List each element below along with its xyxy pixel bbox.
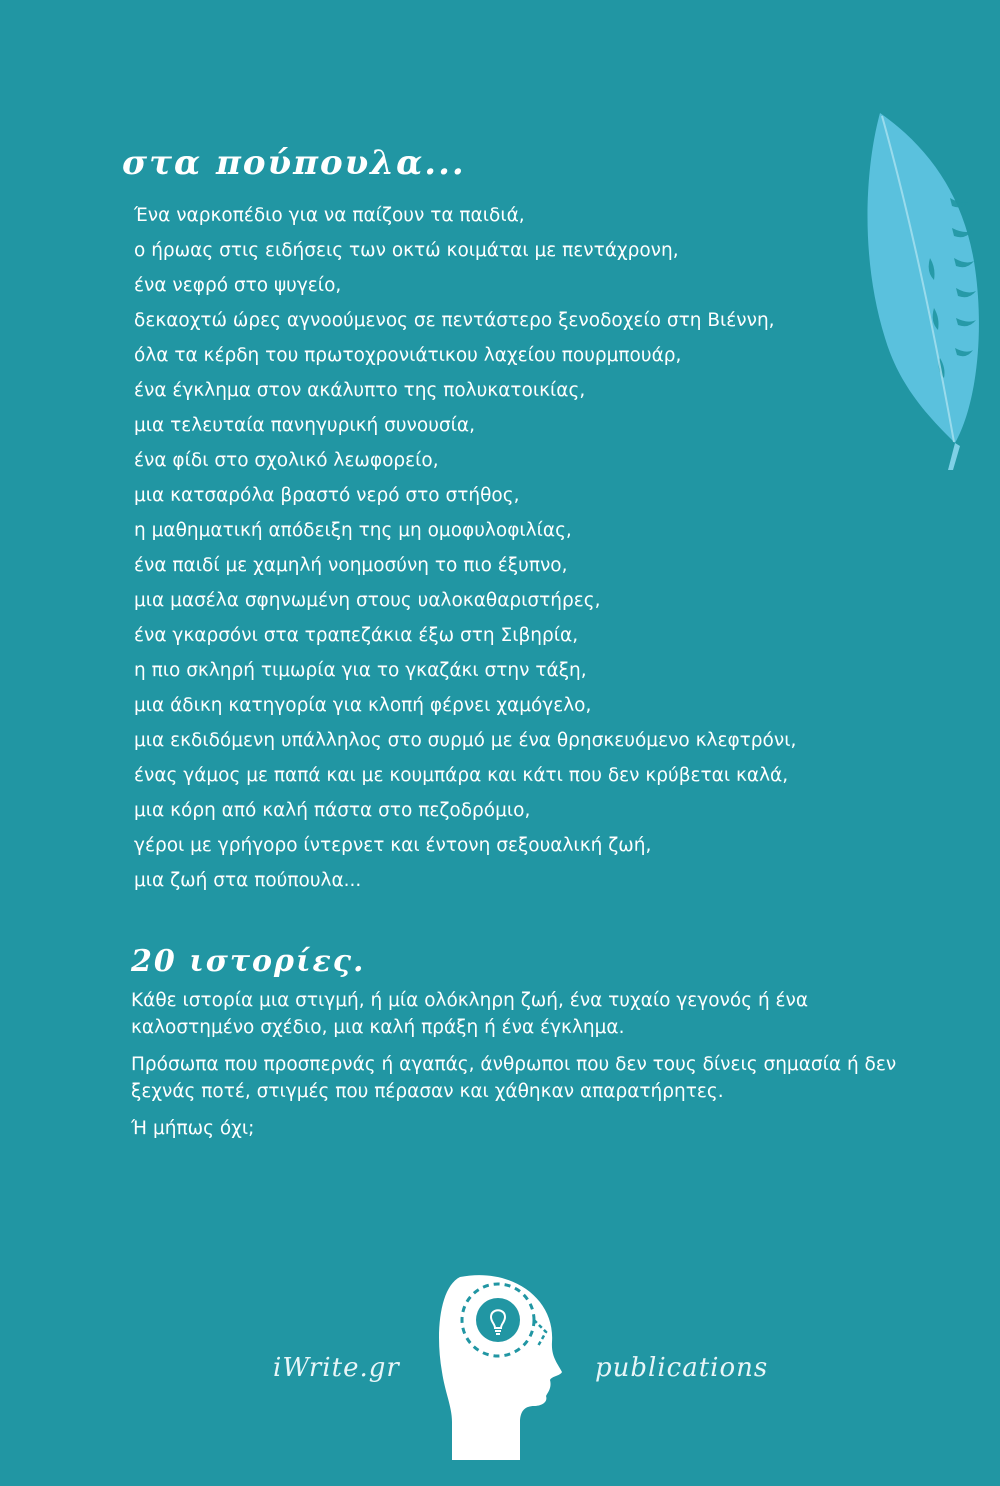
stories-heading: 20 ιστορίες. bbox=[131, 944, 366, 979]
poem-line: μια μασέλα σφηνωμένη στους υαλοκαθαριστήρες, bbox=[134, 590, 601, 611]
poem-line: ένα φίδι στο σχολικό λεωφορείο, bbox=[134, 450, 439, 471]
poem-line: ένας γάμος με παπά και με κουμπάρα και κάτι που δεν κρύβεται καλά, bbox=[134, 765, 789, 786]
head-lightbulb-logo bbox=[430, 1272, 570, 1462]
description-block bbox=[131, 987, 931, 1152]
poem-list bbox=[134, 198, 954, 898]
poem-line: μια εκδιδόμενη υπάλληλος στο συρμό με ένα θρησκευόμενο κλεφτρόνι, bbox=[134, 730, 797, 751]
poem-line: ο ήρωας στις ειδήσεις των οκτώ κοιμάται με πεντάχρονη, bbox=[134, 240, 679, 261]
poem-line: μια ζωή στα πούπουλα... bbox=[134, 870, 362, 891]
poem-line: η μαθηματική απόδειξη της μη ομοφυλοφιλίας, bbox=[134, 520, 572, 541]
poem-line: Ένα ναρκοπέδιο για να παίζουν τα παιδιά, bbox=[134, 205, 525, 226]
publisher-name: iWrite.gr bbox=[273, 1353, 400, 1383]
description-paragraph: Κάθε ιστορία μια στιγμή, ή μία ολόκληρη ζωή, ένα τυχαίο γεγονός ή ένα καλοστημένο σχέδιο, μια καλή πράξη ή ένα έγκλημα. bbox=[131, 990, 809, 1038]
poem-line: η πιο σκληρή τιμωρία για το γκαζάκι στην τάξη, bbox=[134, 660, 587, 681]
cover-title: στα πούπουλα... bbox=[122, 143, 466, 183]
poem-line: ένα έγκλημα στον ακάλυπτο της πολυκατοικίας, bbox=[134, 380, 586, 401]
poem-line: ένα γκαρσόνι στα τραπεζάκια έξω στη Σιβηρία, bbox=[134, 625, 579, 646]
publisher-tagline: publications bbox=[595, 1353, 769, 1383]
poem-line: όλα τα κέρδη του πρωτοχρονιάτικου λαχείου πουρμπουάρ, bbox=[134, 345, 682, 366]
description-paragraph: Ή μήπως όχι; bbox=[131, 1118, 255, 1139]
poem-line: δεκαοχτώ ώρες αγνοούμενος σε πεντάστερο ξενοδοχείο στη Βιέννη, bbox=[134, 310, 775, 331]
description-paragraph: Πρόσωπα που προσπερνάς ή αγαπάς, άνθρωποι που δεν τους δίνεις σημασία ή δεν ξεχνάς ποτέ, στιγμές που πέρασαν και χάθηκαν απαρατήρητες. bbox=[131, 1054, 897, 1102]
poem-line: μια τελευταία πανηγυρική συνουσία, bbox=[134, 415, 475, 436]
poem-line: μια κόρη από καλή πάστα στο πεζοδρόμιο, bbox=[134, 800, 531, 821]
poem-line: μια άδικη κατηγορία για κλοπή φέρνει χαμόγελο, bbox=[134, 695, 592, 716]
poem-line: μια κατσαρόλα βραστό νερό στο στήθος, bbox=[134, 485, 520, 506]
feather-icon bbox=[860, 108, 990, 473]
poem-line: ένα παιδί με χαμηλή νοημοσύνη το πιο έξυπνο, bbox=[134, 555, 568, 576]
poem-line: γέροι με γρήγορο ίντερνετ και έντονη σεξουαλική ζωή, bbox=[134, 835, 652, 856]
poem-line: ένα νεφρό στο ψυγείο, bbox=[134, 275, 342, 296]
